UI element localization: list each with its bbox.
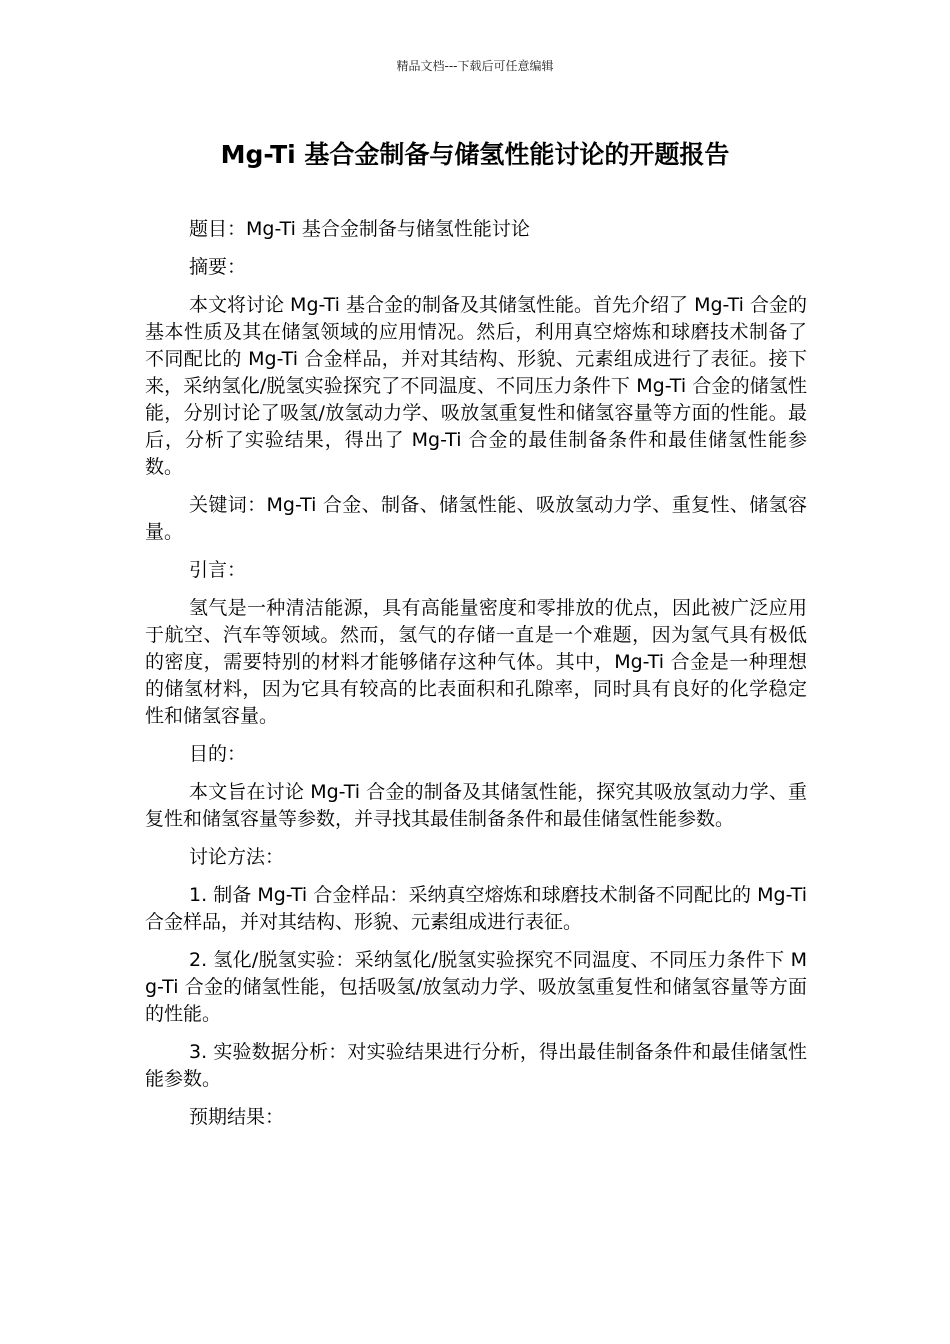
topic-line: 题目：Mg-Ti 基合金制备与储氢性能讨论 bbox=[189, 218, 530, 240]
method-item-3: 3. 实验数据分析：对实验结果进行分析，得出最佳制备条件和最佳储氢性能参数。 bbox=[145, 1041, 807, 1090]
header-note: 精品文档---下载后可任意编辑 bbox=[396, 59, 554, 73]
method-item-2: 2. 氢化/脱氢实验：采纳氢化/脱氢实验探究不同温度、不同压力条件下 Mg-Ti 合金的储氢性能，包括吸氢/放氢动力学、吸放氢重复性和储氢容量等方面的性能。 bbox=[145, 949, 807, 1025]
document-title: Mg-Ti 基合金制备与储氢性能讨论的开题报告 bbox=[220, 140, 730, 169]
keywords-paragraph: 关键词：Mg-Ti 合金、制备、储氢性能、吸放氢动力学、重复性、储氢容量。 bbox=[145, 494, 807, 543]
method-item-1: 1. 制备 Mg-Ti 合金样品：采纳真空熔炼和球磨技术制备不同配比的 Mg-Ti 合金样品，并对其结构、形貌、元素组成进行表征。 bbox=[145, 884, 807, 933]
introduction-heading: 引言： bbox=[189, 559, 247, 581]
document-body bbox=[145, 216, 807, 1142]
abstract-heading: 摘要： bbox=[189, 256, 247, 278]
introduction-paragraph: 氢气是一种清洁能源，具有高能量密度和零排放的优点，因此被广泛应用于航空、汽车等领域。然而，氢气的存储一直是一个难题，因为氢气具有极低的密度，需要特别的材料才能够储存这种气体。其中，Mg-Ti 合金是一种理想的储氢材料，因为它具有较高的比表面积和孔隙率，同时具有良好的化学稳定性和储氢容量。 bbox=[145, 597, 807, 727]
expected-results-heading: 预期结果： bbox=[189, 1106, 285, 1128]
abstract-paragraph: 本文将讨论 Mg-Ti 基合金的制备及其储氢性能。首先介绍了 Mg-Ti 合金的基本性质及其在储氢领域的应用情况。然后，利用真空熔炼和球磨技术制备了不同配比的 Mg-Ti 合金样品，并对其结构、形貌、元素组成进行了表征。接下来，采纳氢化/脱氢实验探究了不同温度、不同压力条件下 Mg-Ti 合金的储氢性能，分别讨论了吸氢/放氢动力学、吸放氢重复性和储氢容量等方面的性能。最后，分析了实验结果，得出了 Mg-Ti 合金的最佳制备条件和最佳储氢性能参数。 bbox=[145, 294, 807, 478]
purpose-heading: 目的： bbox=[189, 743, 247, 765]
purpose-paragraph: 本文旨在讨论 Mg-Ti 合金的制备及其储氢性能，探究其吸放氢动力学、重复性和储氢容量等参数，并寻找其最佳制备条件和最佳储氢性能参数。 bbox=[145, 781, 807, 830]
methods-heading: 讨论方法： bbox=[189, 846, 285, 868]
